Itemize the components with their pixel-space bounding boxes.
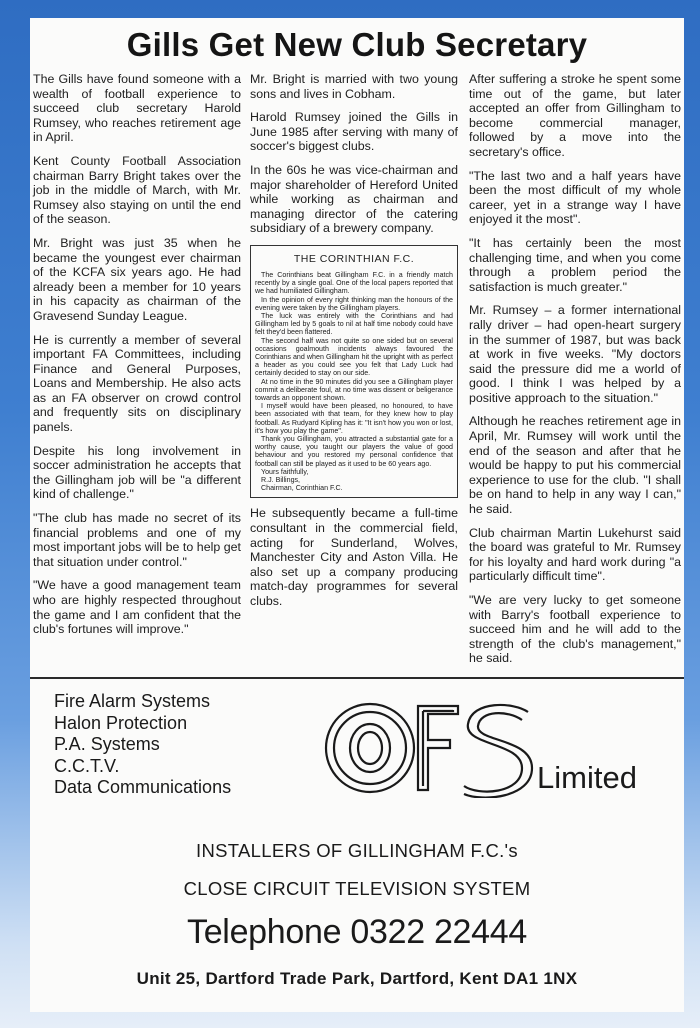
limited-label: Limited bbox=[537, 760, 637, 795]
service-item: P.A. Systems bbox=[54, 734, 160, 754]
article-paragraph: Club chairman Martin Lukehurst said the board was grateful to Mr. Rumsey for his loyalty and hard work during "a particularly difficult time". bbox=[469, 525, 681, 584]
service-item: Fire Alarm Systems bbox=[54, 691, 211, 711]
telephone-number: Telephone 0322 22444 bbox=[187, 913, 527, 951]
article-column-3 bbox=[469, 72, 681, 675]
programme-page bbox=[30, 18, 684, 1012]
article-paragraph: "We are very lucky to get someone with Barry's football experience to succeed him and he will add to the strength of the club's management," he said. bbox=[469, 593, 681, 666]
cctv-system-line: CLOSE CIRCUIT TELEVISION SYSTEM bbox=[183, 878, 531, 899]
article-paragraph: He subsequently became a full-time consultant in the commercial field, acting for Sunderland, Wolves, Manchester City and Aston Villa. He also set up a company producing match-day programmes for several clubs. bbox=[250, 506, 458, 608]
letter-paragraph: The luck was entirely with the Corinthians and had Gillingham led by 5 goals to nil at half time nobody could have felt they'd been flattered. bbox=[255, 311, 453, 337]
article-paragraph: In the 60s he was vice-chairman and major shareholder of Hereford United while working as chairman and managing director of the catering subsidiary of a brewery company. bbox=[250, 162, 458, 236]
article-paragraph: The Gills have found someone with a wealth of football experience to succeed club secretary Harold Rumsey, who reaches retirement age in April. bbox=[33, 72, 241, 145]
corinthian-letter-box bbox=[250, 245, 458, 498]
letter-title: THE CORINTHIAN F.C. bbox=[293, 252, 415, 265]
article-paragraph: Mr. Bright is married with two young sons and lives in Cobham. bbox=[250, 72, 458, 101]
article-paragraph: "It has certainly been the most challenging time, and when you come through a problem period the satisfaction is much greater." bbox=[469, 235, 681, 294]
service-item: C.C.T.V. bbox=[54, 755, 120, 776]
article-paragraph: Although he reaches retirement age in April, Mr. Rumsey will work until the end of the season and after that he would be happy to put his commercial experience to use for the club. "I shall be on hand to help in any way I can," he said. bbox=[469, 414, 681, 517]
article-paragraph: Mr. Bright was just 35 when he became the youngest ever chairman of the KCFA six years ago. He had already been a member for 10 years in his capacity as chairman of the Gravesend Sunday League. bbox=[33, 235, 241, 323]
article-paragraph: He is currently a member of several important FA Committees, including Finance and General Purposes, Loans and Membership. He also acts as an FA observer on crowd control and frequently sits on disciplinary panels. bbox=[33, 332, 241, 435]
article-column-2 bbox=[250, 72, 458, 618]
letter-signatory-role: Chairman, Corinthian F.C. bbox=[261, 484, 343, 493]
article-paragraph: After suffering a stroke he spent some time out of the game, but later accepted an offer from Gillingham to become commercial manager, followed by a move into the secretary's office. bbox=[469, 72, 681, 159]
service-item: Data Communications bbox=[54, 777, 232, 797]
section-divider bbox=[30, 677, 684, 679]
letter-paragraph: At no time in the 90 minutes did you see a Gillingham player commit a deliberate foul, at no time was dissent or beligerance towards an opponent shown. bbox=[255, 377, 453, 402]
installers-line: INSTALLERS OF GILLINGHAM F.C.'s bbox=[196, 840, 518, 861]
article-paragraph: Mr. Rumsey – a former international rally driver – had open-heart surgery in the summer of 1987, but was back at work in five weeks. "My doctors said the pressure did me a world of good. I think I was helped by a positive approach to the situation." bbox=[469, 303, 681, 405]
article-column-1 bbox=[33, 72, 241, 646]
letter-paragraph: I myself would have been pleased, no honoured, to have been associated with that team, for they knew how to play football. As Rudyard Kipling has it: "It isn't how you won or lost, it's how you play the game". bbox=[255, 402, 453, 435]
letter-paragraph: The second half was not quite so one sided but on several occasions goalmouth incidents always favoured the Corinthians and when Gillingham hit the upright with as perfect a header as you could see you felt that Lady Luck had certainly decided to stay on our side. bbox=[255, 336, 453, 378]
article-paragraph: "The last two and a half years have been the most difficult of my whole career, yet in a strange way I have enjoyed it the most". bbox=[469, 168, 681, 227]
ofs-logo bbox=[322, 698, 534, 798]
article-paragraph: Despite his long involvement in soccer administration he accepts that the Gillingham job will be "a different kind of challenge." bbox=[33, 443, 241, 502]
article-paragraph: Kent County Football Association chairman Barry Bright takes over the job in the middle of March, with Mr. Rumsey also staying on until the end of the season. bbox=[33, 153, 241, 227]
service-item: Halon Protection bbox=[54, 712, 188, 733]
letter-paragraph: Thank you Gillingham, you attracted a substantial gate for a worthy cause, you taught our players the value of good behaviour and you restored my personal confidence that football can still be played as it used to be 60 years ago. bbox=[255, 435, 453, 468]
letter-signatory-name: R.J. Billings, bbox=[261, 476, 301, 485]
headline: Gills Get New Club Secretary bbox=[126, 26, 588, 63]
letter-paragraph: The Corinthians beat Gillingham F.C. in a friendly match recently by a single goal. One of the local papers reported that we had humiliated Gillingham. bbox=[255, 270, 453, 296]
article-paragraph: "The club has made no secret of its financial problems and one of my most important jobs will be to help get that situation under control." bbox=[33, 511, 241, 569]
advert-services-list bbox=[54, 691, 231, 799]
letter-signoff: Yours faithfully, bbox=[261, 467, 309, 476]
article-paragraph: Harold Rumsey joined the Gills in June 1985 after serving with many of soccer's biggest clubs. bbox=[250, 110, 458, 154]
company-address: Unit 25, Dartford Trade Park, Dartford, Kent DA1 1NX bbox=[136, 969, 578, 988]
article-paragraph: "We have a good management team who are highly respected throughout the game and I am confident that the club's fortunes will improve." bbox=[33, 578, 241, 637]
letter-paragraph: In the opinion of every right thinking man the honours of the evening were taken by the Gillingham players. bbox=[255, 295, 453, 312]
